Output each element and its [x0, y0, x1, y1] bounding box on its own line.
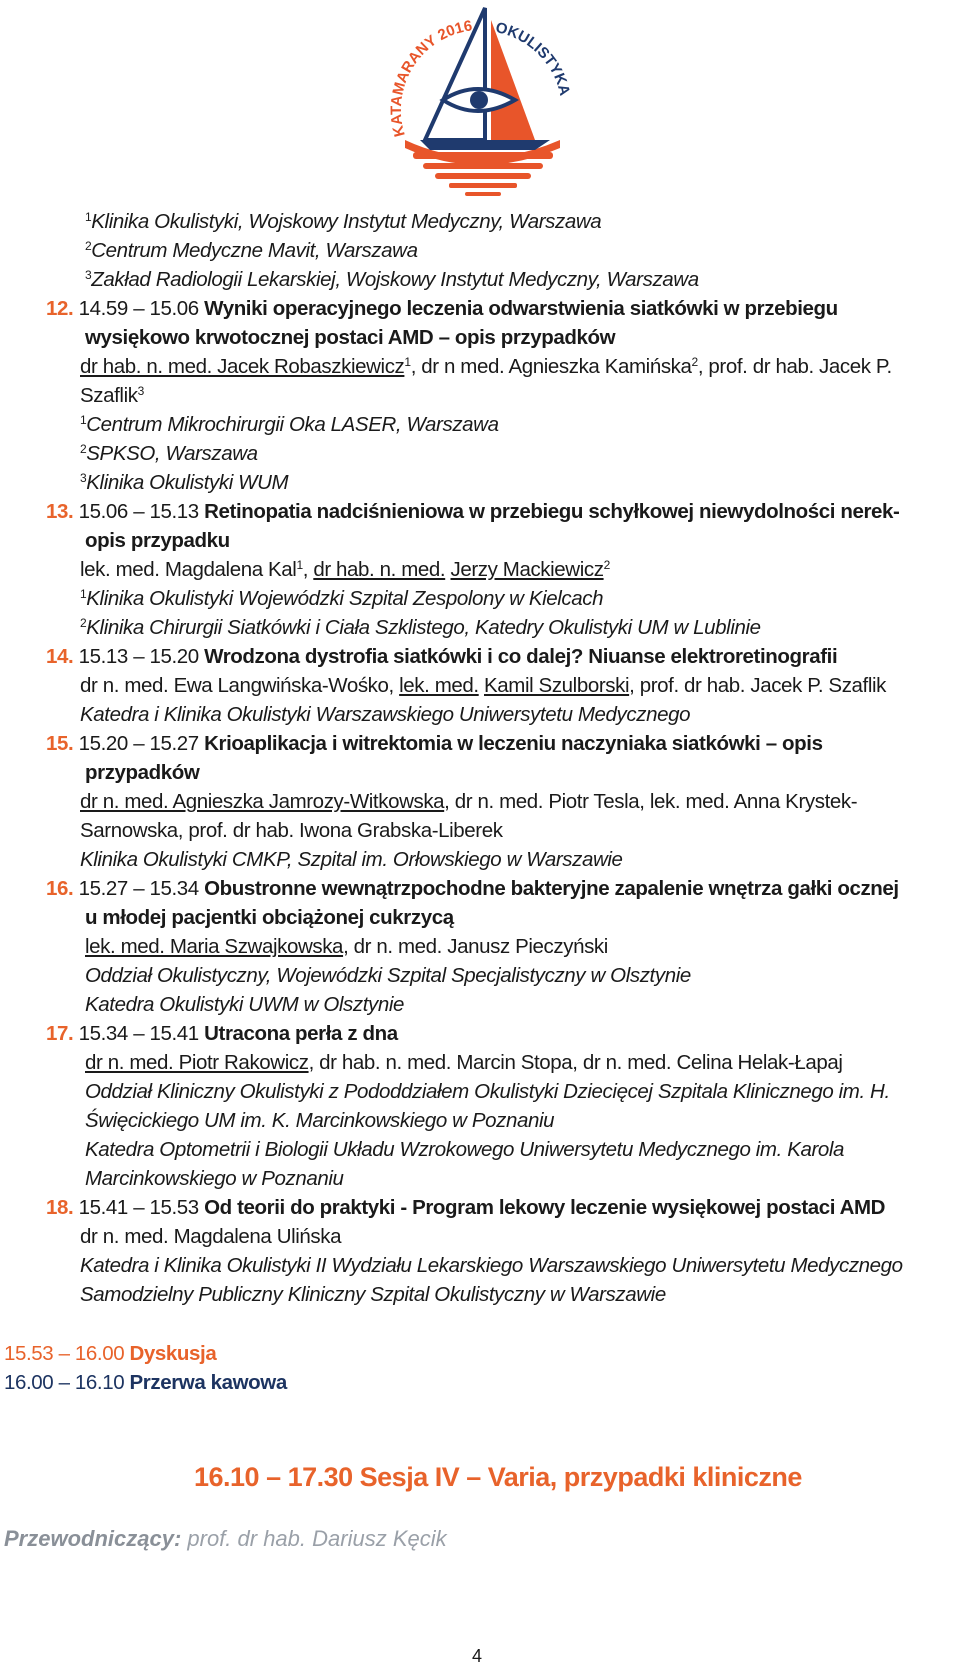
line-text: Dyskusja — [129, 1342, 217, 1365]
affiliation-marker: 2 — [80, 616, 87, 630]
line-text: Klinika Chirurgii Siatkówki i Ciała Szklistego, Katedry Okulistyki UM w Lublinie — [86, 616, 761, 639]
program-line — [85, 991, 404, 1019]
affiliation-marker: 3 — [85, 268, 92, 282]
line-text: Utracona perła z dna — [204, 1022, 398, 1045]
item-number: 17. — [46, 1022, 74, 1045]
program-line — [80, 1281, 666, 1309]
program-line — [85, 962, 691, 990]
line-text: Samodzielny Publiczny Kliniczny Szpital Okulistyczny w Warszawie — [80, 1283, 666, 1306]
line-text: Przerwa kawowa — [129, 1371, 287, 1394]
program-line — [85, 904, 454, 932]
line-text: Zakład Radiologii Lekarskiej, Wojskowy Instytut Medyczny, Warszawa — [91, 268, 699, 291]
program-line — [85, 1107, 554, 1135]
program-line — [80, 556, 610, 584]
line-text: dr n. med. Agnieszka Jamrozy-Witkowska — [80, 790, 445, 813]
program-line — [80, 353, 892, 381]
line-text: Klinika Okulistyki Wojewódzki Szpital Zespolony w Kielcach — [86, 587, 604, 610]
program-line — [85, 1049, 843, 1077]
item-number: 18. — [46, 1196, 74, 1219]
line-text: Retinopatia nadciśnieniowa w przebiegu schyłkowej niewydolności nerek- — [204, 500, 900, 523]
program-line — [80, 585, 603, 613]
line-text: u młodej pacjentki obciążonej cukrzycą — [85, 906, 454, 929]
affiliation-marker: 1 — [85, 210, 92, 224]
line-text: lek. med. — [399, 674, 479, 697]
line-text: Katedra i Klinika Okulistyki Warszawskiego Uniwersytetu Medycznego — [80, 703, 691, 726]
affiliation-marker: 2 — [85, 239, 92, 253]
line-text: , dr n med. Agnieszka Kamińska — [410, 355, 692, 378]
program-line — [46, 1020, 398, 1048]
item-number: 15. — [46, 732, 74, 755]
program-line — [85, 1078, 890, 1106]
line-text: , prof. dr hab. Jacek P. Szaflik — [629, 674, 886, 697]
session-title: 16.10 – 17.30 Sesja IV – Varia, przypadki kliniczne — [194, 1462, 802, 1492]
line-text: Katedra Okulistyki UWM w Olsztynie — [85, 993, 405, 1016]
program-line — [80, 1223, 341, 1251]
line-text: 15.06 – 15.13 — [73, 500, 205, 523]
program-line — [80, 672, 886, 700]
line-text: 15.13 – 15.20 — [73, 645, 205, 668]
line-text: Święcickiego UM im. K. Marcinkowskiego w Poznaniu — [85, 1109, 555, 1132]
chair-name: prof. dr hab. Dariusz Kęcik — [181, 1526, 447, 1551]
program-line — [85, 208, 601, 236]
line-text: opis przypadku — [85, 529, 230, 552]
chair-label: Przewodniczący: — [4, 1526, 182, 1551]
affiliation-marker: 3 — [80, 471, 87, 485]
line-text: lek. med. Maria Szwajkowska — [85, 935, 344, 958]
program-line — [4, 1340, 216, 1368]
page-number: 4 — [472, 1646, 483, 1666]
program-line — [85, 324, 615, 352]
line-text: 16.00 – 16.10 — [4, 1371, 130, 1394]
line-text: Oddział Kliniczny Okulistyki z Pododdziałem Okulistyki Dziecięcej Szpitala Klinicznego im. H. — [85, 1080, 890, 1103]
program-line — [80, 469, 288, 497]
program-line — [46, 1194, 885, 1222]
line-text: , dr n. med. Piotr Tesla, lek. med. Anna Krystek- — [444, 790, 858, 813]
line-text: 15.20 – 15.27 — [73, 732, 205, 755]
line-text: dr n. med. Ewa Langwińska-Wośko, — [80, 674, 400, 697]
line-text: dr hab. n. med. — [313, 558, 446, 581]
program-line — [80, 701, 690, 729]
item-number: 16. — [46, 877, 74, 900]
program-line — [85, 1136, 844, 1164]
line-text: , dr n. med. Janusz Pieczyński — [343, 935, 608, 958]
program-line — [80, 614, 761, 642]
line-text: , prof. dr hab. Jacek P. — [697, 355, 892, 378]
line-text: 15.53 – 16.00 — [4, 1342, 130, 1365]
program-line — [80, 382, 144, 410]
program-line — [85, 527, 230, 555]
line-text: 15.27 – 15.34 — [73, 877, 205, 900]
line-text: Katedra Optometrii i Biologii Układu Wzrokowego Uniwersytetu Medycznego im. Karola — [85, 1138, 845, 1161]
line-text: dr hab. n. med. Jacek Robaszkiewicz — [80, 355, 405, 378]
line-text: Klinika Okulistyki, Wojskowy Instytut Medyczny, Warszawa — [91, 210, 602, 233]
line-text: wysiękowo krwotocznej postaci AMD – opis przypadków — [85, 326, 616, 349]
affiliation-marker: 2 — [603, 558, 610, 572]
line-text: Centrum Mikrochirurgii Oka LASER, Warszawa — [86, 413, 499, 436]
line-text: Obustronne wewnątrzpochodne bakteryjne zapalenie wnętrza gałki ocznej — [204, 877, 899, 900]
line-text: , — [302, 558, 314, 581]
affiliation-marker: 3 — [137, 384, 144, 398]
line-text: Szaflik — [80, 384, 138, 407]
program-line — [85, 759, 199, 787]
program-line — [85, 1165, 344, 1193]
program-line — [4, 1369, 287, 1397]
program-line — [80, 1252, 903, 1280]
affiliation-marker: 2 — [691, 355, 698, 369]
katamarany-logo — [365, 0, 595, 210]
line-text: dr n. med. Piotr Rakowicz — [85, 1051, 309, 1074]
line-text: dr n. med. Magdalena Ulińska — [80, 1225, 342, 1248]
program-line — [85, 933, 608, 961]
line-text: Katedra i Klinika Okulistyki II Wydziału Lekarskiego Warszawskiego Uniwersytetu Medycznego — [80, 1254, 903, 1277]
logo-text-left: KATAMARANY 2016 — [387, 17, 474, 139]
program-line — [80, 440, 258, 468]
affiliation-marker: 1 — [80, 587, 87, 601]
line-text: Klinika Okulistyki CMKP, Szpital im. Orłowskiego w Warszawie — [80, 848, 623, 871]
program-line — [80, 846, 623, 874]
line-text: przypadków — [85, 761, 200, 784]
item-number: 12. — [46, 297, 74, 320]
program-line — [46, 295, 838, 323]
affiliation-marker: 1 — [80, 413, 87, 427]
line-text: Od teorii do praktyki - Program lekowy leczenie wysiękowej postaci AMD — [204, 1196, 886, 1219]
line-text: 15.41 – 15.53 — [73, 1196, 205, 1219]
program-line — [46, 498, 899, 526]
affiliation-marker: 2 — [80, 442, 87, 456]
session-chair — [4, 1526, 447, 1552]
line-text: Krioaplikacja i witrektomia w leczeniu naczyniaka siatkówki – opis — [204, 732, 823, 755]
affiliation-marker: 1 — [404, 355, 411, 369]
line-text: Centrum Medyczne Mavit, Warszawa — [91, 239, 418, 262]
line-text: 15.34 – 15.41 — [73, 1022, 205, 1045]
program-line — [80, 411, 499, 439]
program-line — [85, 266, 699, 294]
logo-text-right: OKULISTYKA — [493, 19, 574, 98]
line-text: SPKSO, Warszawa — [86, 442, 258, 465]
program-line — [46, 730, 823, 758]
line-text: Oddział Okulistyczny, Wojewódzki Szpital Specjalistyczny w Olsztynie — [85, 964, 691, 987]
line-text: lek. med. Magdalena Kal — [80, 558, 297, 581]
program-line — [46, 643, 837, 671]
affiliation-marker: 1 — [296, 558, 303, 572]
line-text: 14.59 – 15.06 — [73, 297, 205, 320]
line-text: Jerzy Mackiewicz — [450, 558, 604, 581]
line-text: Sarnowska, prof. dr hab. Iwona Grabska-Liberek — [80, 819, 503, 842]
item-number: 14. — [46, 645, 74, 668]
program-line — [80, 788, 857, 816]
line-text: Marcinkowskiego w Poznaniu — [85, 1167, 344, 1190]
line-text: Wrodzona dystrofia siatkówki i co dalej? Niuanse elektroretinografii — [204, 645, 838, 668]
item-number: 13. — [46, 500, 74, 523]
program-line — [85, 237, 418, 265]
line-text: Wyniki operacyjnego leczenia odwarstwienia siatkówki w przebiegu — [204, 297, 838, 320]
line-text: , dr hab. n. med. Marcin Stopa, dr n. med. Celina Helak-Łapaj — [308, 1051, 843, 1074]
line-text: Klinika Okulistyki WUM — [86, 471, 289, 494]
program-line — [46, 875, 899, 903]
program-line — [80, 817, 503, 845]
line-text: Kamil Szulborski — [484, 674, 630, 697]
